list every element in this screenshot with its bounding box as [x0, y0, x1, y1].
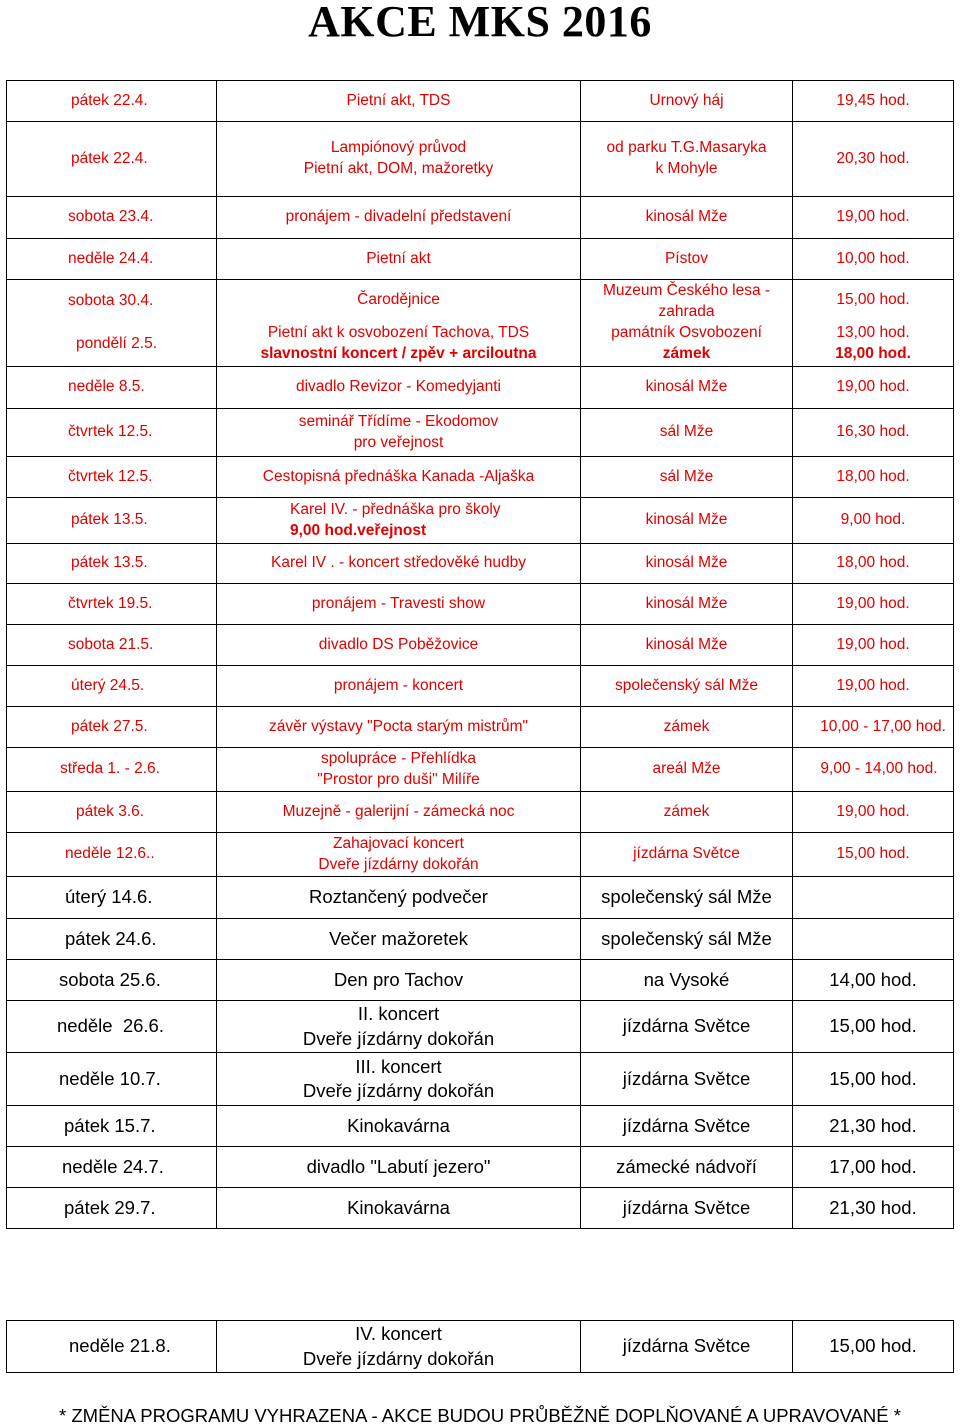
event-time: 21,30 hod. [829, 1114, 917, 1136]
event-place: kinosál Mže [645, 594, 728, 612]
event-name: Karel IV. - přednáška pro školy 9,00 hod.veřejnost [290, 500, 501, 539]
event-time: 19,00 hod. [836, 594, 910, 612]
event-time: 15,00 hod. [836, 845, 910, 863]
event-place: areál Mže [652, 760, 721, 778]
event-date: neděle 10.7. [59, 1067, 161, 1089]
event-date: pátek 29.7. [64, 1196, 156, 1218]
event-name: Pietní akt [366, 249, 431, 267]
event-name: pronájem - koncert [333, 676, 464, 694]
event-time: 21,30 hod. [829, 1196, 917, 1218]
event-name: divadlo "Labutí jezero" [306, 1155, 491, 1177]
event-date: pátek 13.5. [71, 554, 148, 572]
event-place: kinosál Mže [645, 208, 728, 226]
event-name: Den pro Tachov [333, 968, 464, 990]
event-time: 18,00 hod. [836, 554, 910, 572]
event-date: pátek 15.7. [64, 1114, 156, 1136]
event-date: sobota 25.6. [59, 968, 161, 990]
event-place: společenský sál Mže [614, 676, 758, 694]
event-date: úterý 24.5. [71, 676, 145, 694]
event-time: 19,00 hod. [836, 802, 910, 820]
event-name: Čarodějnice Pietní akt k osvobození Tachova, TDS slavnostní koncert / zpěv + arciloutna [260, 291, 537, 362]
event-time: 15,00 hod. [829, 1067, 917, 1089]
event-place: kinosál Mže [645, 635, 728, 653]
event-name: závěr výstavy "Pocta starým mistrům" [268, 717, 529, 735]
event-date: neděle 26.6. [57, 1015, 164, 1037]
extra-event-place: jízdárna Světce [622, 1335, 751, 1357]
event-date: neděle 8.5. [68, 378, 145, 396]
event-place: Pístov [664, 249, 709, 267]
event-date: neděle 24.7. [62, 1155, 164, 1177]
event-name: Večer mažoretek [329, 927, 468, 949]
event-time: 17,00 hod. [829, 1155, 917, 1177]
event-place: zámek [663, 802, 710, 820]
event-name: seminář Třídíme - Ekodomov pro veřejnost [298, 412, 499, 451]
event-date: pátek 13.5. [71, 511, 148, 529]
extra-event-name: IV. koncert Dveře jízdárny dokořán [302, 1323, 495, 1369]
event-place: jízdárna Světce [622, 1114, 751, 1136]
event-place: sál Mže [659, 423, 714, 441]
event-time: 20,30 hod. [836, 149, 910, 167]
extra-event-time: 15,00 hod. [829, 1335, 917, 1357]
event-time: 14,00 hod. [829, 968, 917, 990]
event-date: pátek 22.4. [71, 91, 148, 109]
event-time [793, 877, 953, 918]
event-name: Zahajovací koncert Dveře jízdárny dokořán [318, 834, 479, 873]
event-name: Karel IV . - koncert středověké hudby [270, 554, 527, 572]
event-name: Kinokavárna [347, 1196, 450, 1218]
event-date: čtvrtek 12.5. [68, 423, 153, 441]
event-place: zámek [663, 717, 710, 735]
event-place: jízdárna Světce [633, 845, 740, 863]
event-name: divadlo Revizor - Komedyjanti [295, 378, 502, 396]
event-time: 9,00 - 14,00 hod. [820, 760, 938, 778]
event-time: 16,30 hod. [836, 423, 910, 441]
event-date: středa 1. - 2.6. [60, 760, 160, 778]
event-time: 15,00 hod. [829, 1015, 917, 1037]
event-date: pátek 22.4. [71, 149, 148, 167]
event-place: jízdárna Světce [622, 1015, 751, 1037]
event-place: kinosál Mže [645, 511, 728, 529]
event-place: Urnový háj [649, 91, 724, 109]
event-date: sobota 30.4. pondělí 2.5. [68, 292, 158, 353]
event-name: divadlo DS Poběžovice [318, 635, 479, 653]
page-title: AKCE MKS 2016 [308, 0, 652, 46]
event-time: 19,45 hod. [836, 91, 910, 109]
event-name: Pietní akt, TDS [346, 91, 451, 109]
event-time: 15,00 hod. 13,00 hod. 18,00 hod. [835, 291, 911, 362]
event-date: pátek 3.6. [76, 802, 145, 820]
event-place: kinosál Mže [645, 378, 728, 396]
event-time: 19,00 hod. [836, 378, 910, 396]
event-name: pronájem - divadelní představení [285, 208, 512, 226]
event-name: II. koncert Dveře jízdárny dokořán [302, 1003, 495, 1049]
event-place: zámecké nádvoří [616, 1155, 757, 1177]
event-time: 19,00 hod. [836, 676, 910, 694]
footnote: * ZMĚNA PROGRAMU VYHRAZENA - AKCE BUDOU PRŮBĚŽNĚ DOPLŇOVANÉ A UPRAVOVANÉ * [59, 1405, 901, 1426]
event-name: pronájem - Travesti show [311, 594, 486, 612]
event-place: od parku T.G.Masaryka k Mohyle [606, 139, 767, 177]
event-time: 9,00 hod. [840, 511, 906, 529]
event-name: III. koncert Dveře jízdárny dokořán [302, 1055, 495, 1101]
event-date: sobota 21.5. [68, 635, 154, 653]
event-date: pátek 27.5. [71, 717, 148, 735]
event-place: jízdárna Světce [622, 1067, 751, 1089]
event-name: Lampiónový průvod Pietní akt, DOM, mažoretky [303, 139, 494, 177]
event-date: neděle 24.4. [68, 249, 154, 267]
event-name: Cestopisná přednáška Kanada -Aljaška [262, 467, 535, 485]
event-date: neděle 12.6.. [65, 845, 155, 863]
event-date: pátek 24.6. [65, 927, 157, 949]
event-date: úterý 14.6. [65, 886, 153, 908]
event-name: Kinokavárna [347, 1114, 450, 1136]
event-place: Muzeum Českého lesa - zahrada památník Osvobození zámek [602, 282, 771, 362]
event-time: 10,00 hod. [836, 249, 910, 267]
event-time: 19,00 hod. [836, 635, 910, 653]
event-place: společenský sál Mže [601, 886, 772, 908]
event-time [793, 919, 953, 959]
event-time: 19,00 hod. [836, 208, 910, 226]
event-name: Roztančený podvečer [309, 886, 488, 908]
event-date: čtvrtek 19.5. [68, 594, 153, 612]
event-time: 10,00 - 17,00 hod. [820, 717, 946, 735]
event-time: 18,00 hod. [836, 467, 910, 485]
event-date: čtvrtek 12.5. [68, 467, 153, 485]
event-place: kinosál Mže [645, 554, 728, 572]
extra-event-date: neděle 21.8. [69, 1335, 171, 1357]
event-name: Muzejně - galerijní - zámecká noc [282, 802, 515, 820]
event-place: sál Mže [659, 467, 714, 485]
event-place: jízdárna Světce [622, 1196, 751, 1218]
event-name: spolupráce - Přehlídka "Prostor pro duši" Milíře [317, 749, 480, 788]
event-place: na Vysoké [643, 968, 730, 990]
event-date: sobota 23.4. [68, 208, 154, 226]
event-place: společenský sál Mže [601, 927, 772, 949]
